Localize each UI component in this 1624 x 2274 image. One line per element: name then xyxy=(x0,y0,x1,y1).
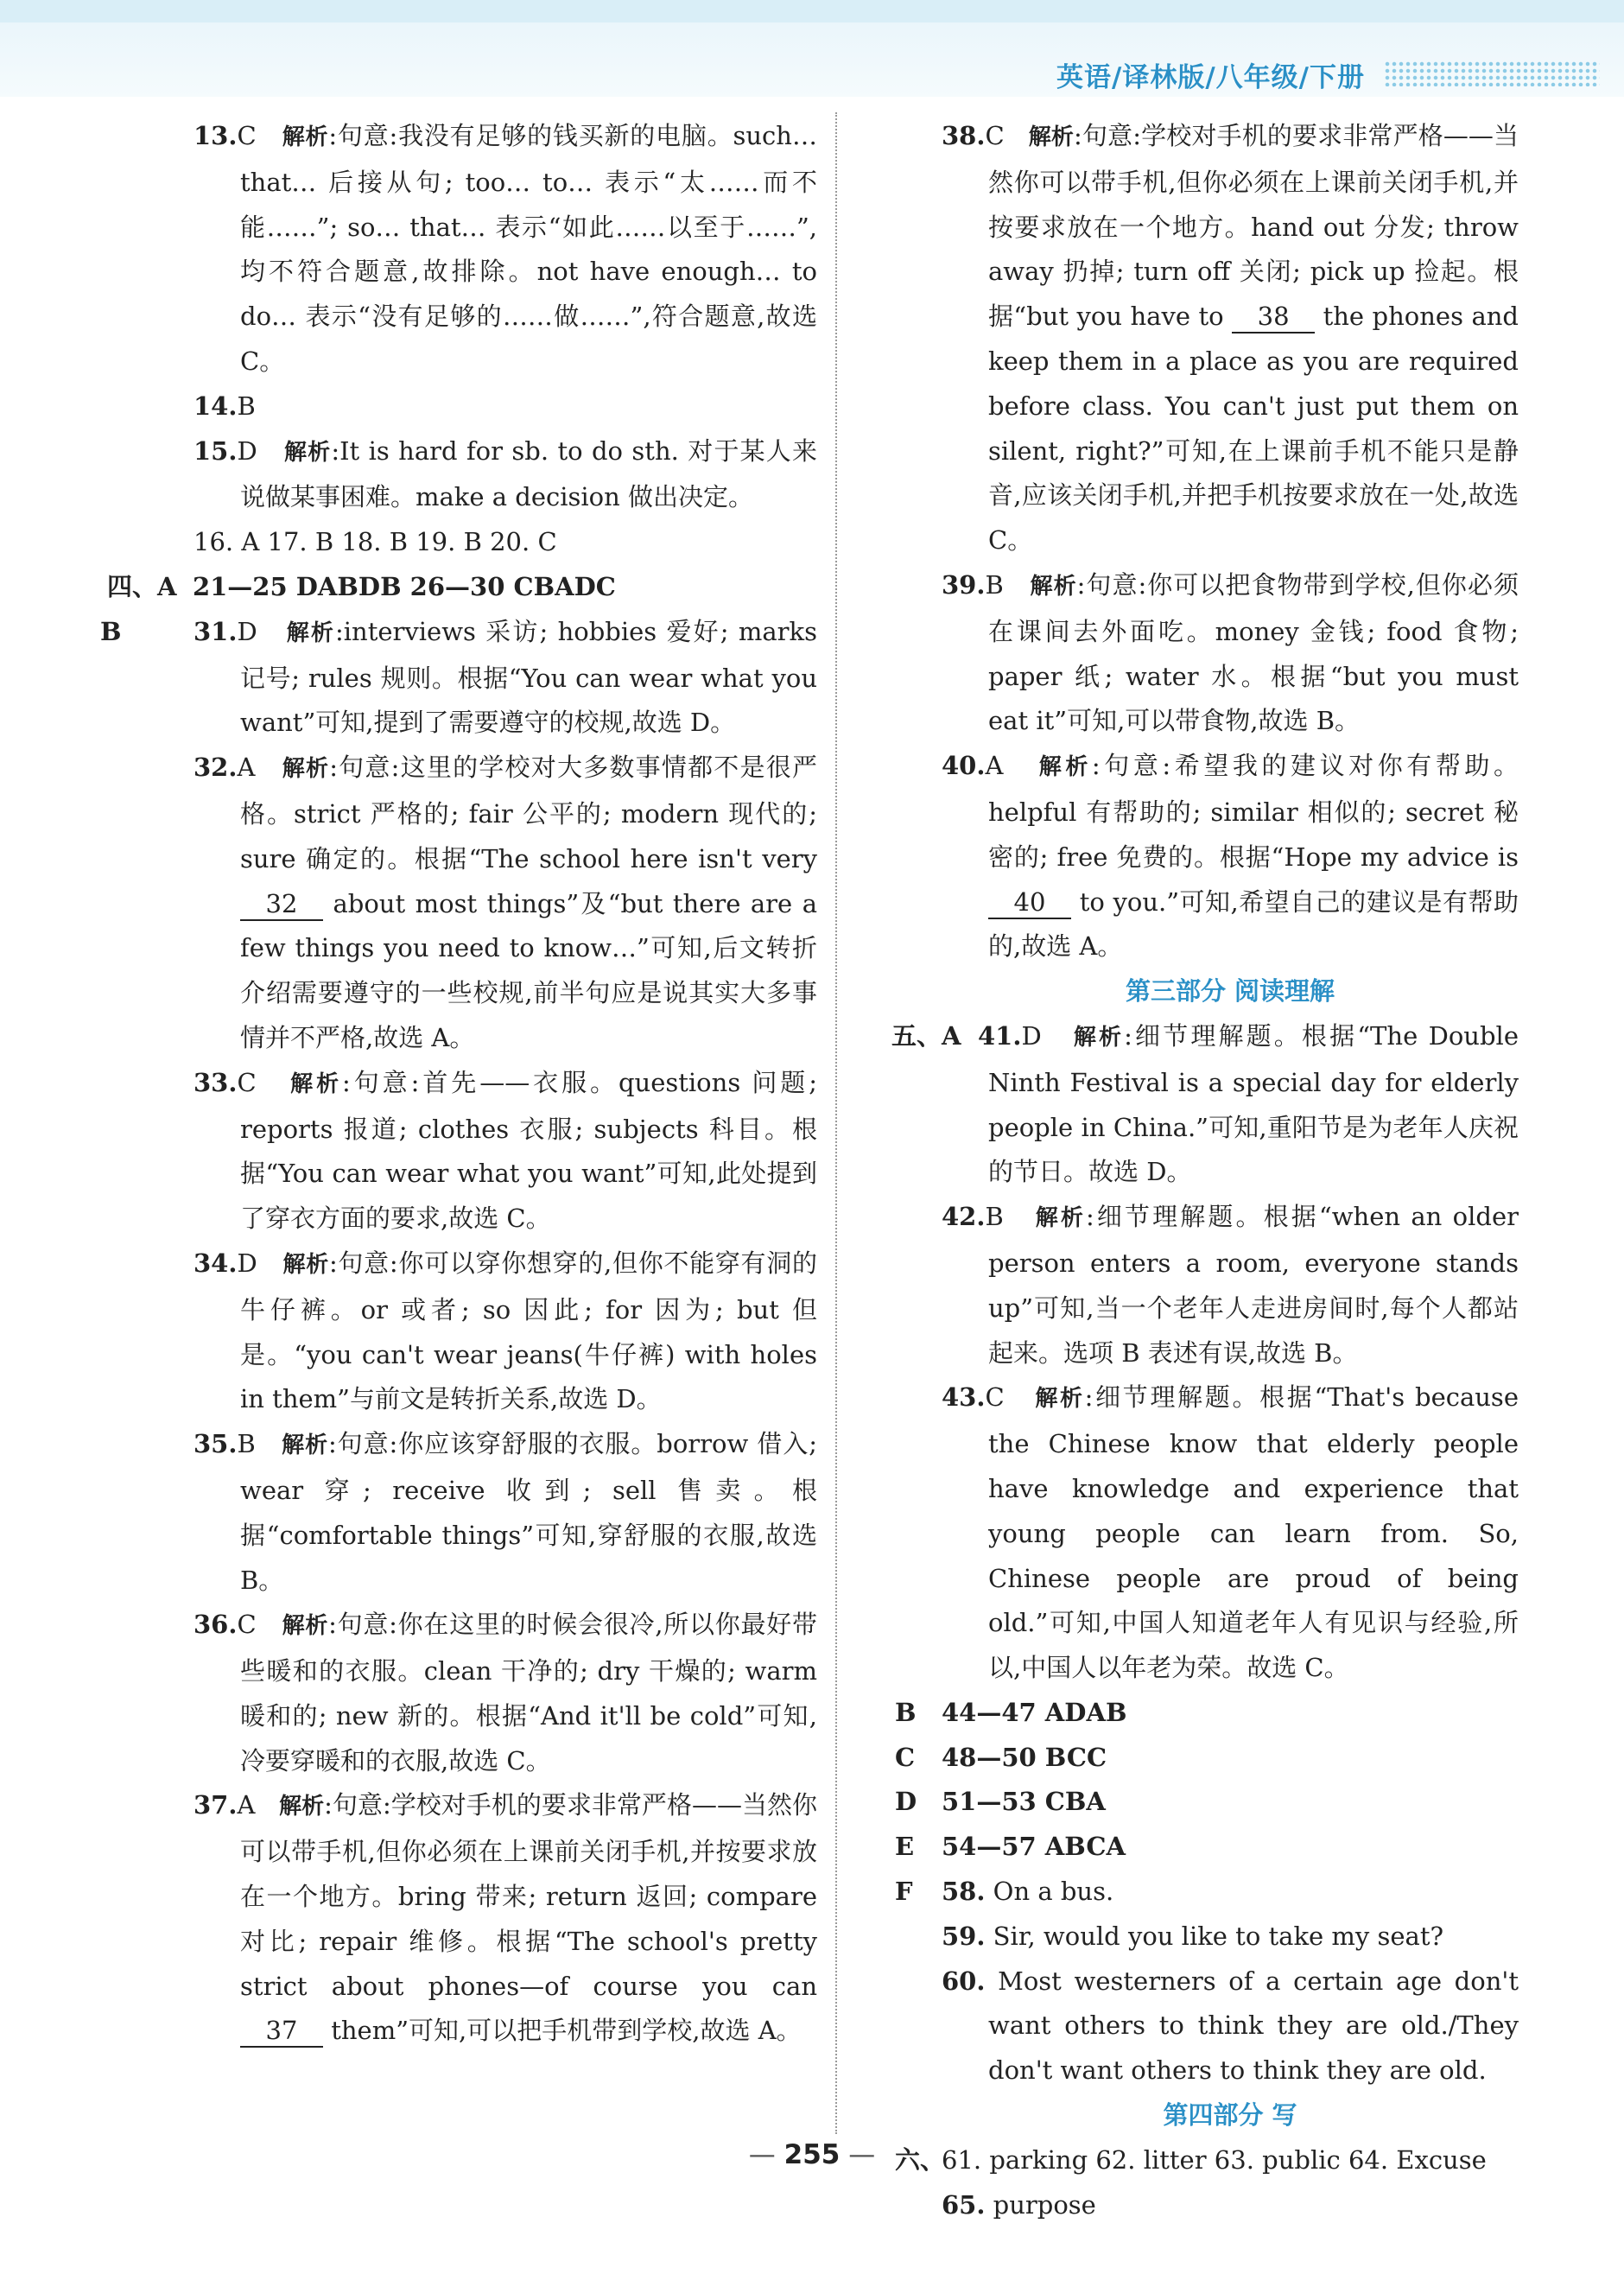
answer-13: 13.C 解析:句意:我没有足够的钱买新的电脑。such… that… 后接从句; too… to… 表示“太……而不能……”; so… that… 表示“如此……以至于……”,均不符合题意,故排除。not have enough… to do… 表示“没有足够的……做……”,符合题意,故选 C。 xyxy=(193,121,817,376)
answers-54-57: E 54—57 ABCA xyxy=(895,1832,1126,1862)
section-heading-reading: 第三部分 阅读理解 xyxy=(1125,976,1335,1007)
answer-43: 43.C 解析:细节理解题。根据“That's because the Chinese know that elderly people have knowledge and experience that young people can learn from. So, Chinese people are proud of being old.”可知,中国人知道老年人有见识与经验,所以,中国人以年老为荣。故选 C。 xyxy=(942,1382,1519,1683)
answer-33: 33.C 解析:句意:首先——衣服。questions 问题; reports 报道; clothes 衣服; subjects 科目。根据“You can wear what you want”可知,此处提到了穿衣方面的要求,故选 C。 xyxy=(193,1067,818,1234)
answer-38: 38.C 解析:句意:学校对手机的要求非常严格——当然你可以带手机,但你必须在上课前关闭手机,并按要求放在一个地方。hand out 分发; throw away 扔掉; turn off 关闭; pick up 捡起。根据“but you have to 38 the phones and keep them in a place as you are required before class. You can't just put them on silent, right?”可知,在上课前手机不能只是静音,应该关闭手机,并把手机按要求放在一处,故选 C。 xyxy=(942,121,1519,556)
answer-59: 59. Sir, would you like to take my seat? xyxy=(942,1921,1444,1951)
answer-37: 37.A 解析:句意:学校对手机的要求非常严格——当然你可以带手机,但你必须在上课前关闭手机,并按要求放在一个地方。bring 带来; return 返回; compare 对比; repair 维修。根据“The school's pretty strict about phones—of course you can 37 them”可知,可以把手机带到学校,故选 A。 xyxy=(193,1783,817,2054)
answer-41: 五、A 41.D 解析:细节理解题。根据“The Double Ninth Festival is a special day for elderly people in China.”可知,重阳节是为老年人庆祝的节日。故选 D。 xyxy=(891,1020,1519,1187)
page-number: — 255 — xyxy=(748,2139,876,2170)
answer-36: 36.C 解析:句意:你在这里的时候会很冷,所以你最好带些暖和的衣服。clean 干净的; dry 干燥的; warm 暖和的; new 新的。根据“And it'll be cold”可知,冷要穿暖和的衣服,故选 C。 xyxy=(193,1610,817,1775)
answer-65: 65. purpose xyxy=(942,2189,1096,2220)
answers-44-47: B 44—47 ADAB xyxy=(895,1697,1127,1727)
answer-31: B 31.D 解析:interviews 采访; hobbies 爱好; marks 记号; rules 规则。根据“You can wear what you want”可知,提到了需要遵守的校规,故选 D。 xyxy=(100,616,817,738)
answers-61-64: 六、61. parking 62. litter 63. public 64. Excuse xyxy=(895,2144,1487,2175)
book-title: 英语/译林版/八年级/下册 xyxy=(1056,62,1365,93)
answer-32: 32.A 解析:句意:这里的学校对大多数事情都不是很严格。strict 严格的; fair 公平的; modern 现代的; sure 确定的。根据“The school here isn't very 32 about most things”及“but there are a few things you need to know…”可知,后文转折介绍需要遵守的一些校规,前半句应是说其实大多事情并不严格,故选 A。 xyxy=(193,753,817,1052)
header-dot-pattern xyxy=(1384,60,1600,86)
header-strip xyxy=(0,0,1624,22)
answer-40: 40.A 解析:句意:希望我的建议对你有帮助。helpful 有帮助的; similar 相似的; secret 秘密的; free 免费的。根据“Hope my advice is 40 to you.”可知,希望自己的建议是有帮助的,故选 A。 xyxy=(942,751,1519,962)
answer-15: 15.D 解析:It is hard for sb. to do sth. 对于某人来说做某事困难。make a decision 做出决定。 xyxy=(193,435,817,512)
answer-42: 42.B 解析:细节理解题。根据“when an older person enters a room, everyone stands up”可知,当一个老年人走进房间时,每个人都站起来。选项 B 表述有误,故选 B。 xyxy=(942,1202,1519,1368)
answers-51-53: D 51—53 CBA xyxy=(895,1787,1106,1817)
answer-34: 34.D 解析:句意:你可以穿你想穿的,但你不能穿有洞的牛仔裤。or 或者; so 因此; for 因为; but 但是。“you can't wear jeans(牛仔裤) with holes in them”与前文是转折关系,故选 D。 xyxy=(193,1248,817,1414)
answers-48-50: C 48—50 BCC xyxy=(895,1742,1107,1772)
answer-39: 39.B 解析:句意:你可以把食物带到学校,但你必须在课间去外面吃。money 金钱; food 食物; paper 纸; water 水。根据“but you must eat it”可知,可以带食物,故选 B。 xyxy=(942,569,1519,736)
answer-58: F 58. On a bus. xyxy=(895,1877,1114,1907)
answer-35: 35.B 解析:句意:你应该穿舒服的衣服。borrow 借入; wear 穿; receive 收到; sell 售卖。根据“comfortable things”可知,穿舒服的衣服,故选 B。 xyxy=(193,1429,818,1595)
blank-37: 37 xyxy=(240,2015,323,2048)
blank-38: 38 xyxy=(1232,301,1315,333)
right-column xyxy=(891,114,1519,2227)
answers-16-20: 16. A 17. B 18. B 19. B 20. C xyxy=(193,527,557,557)
column-divider xyxy=(835,112,837,2134)
section-heading-writing: 第四部分 写 xyxy=(1163,2100,1297,2131)
answer-60: 60. Most westerners of a certain age don't want others to think they are old./They don't want others to think they are old. xyxy=(942,1966,1519,2086)
blank-32: 32 xyxy=(240,888,323,921)
left-column xyxy=(100,114,818,2054)
blank-40: 40 xyxy=(988,886,1071,919)
answer-14: 14.B xyxy=(193,391,256,421)
section-four-a: 四、A 21—25 DABDB 26—30 CBADC xyxy=(107,571,616,601)
